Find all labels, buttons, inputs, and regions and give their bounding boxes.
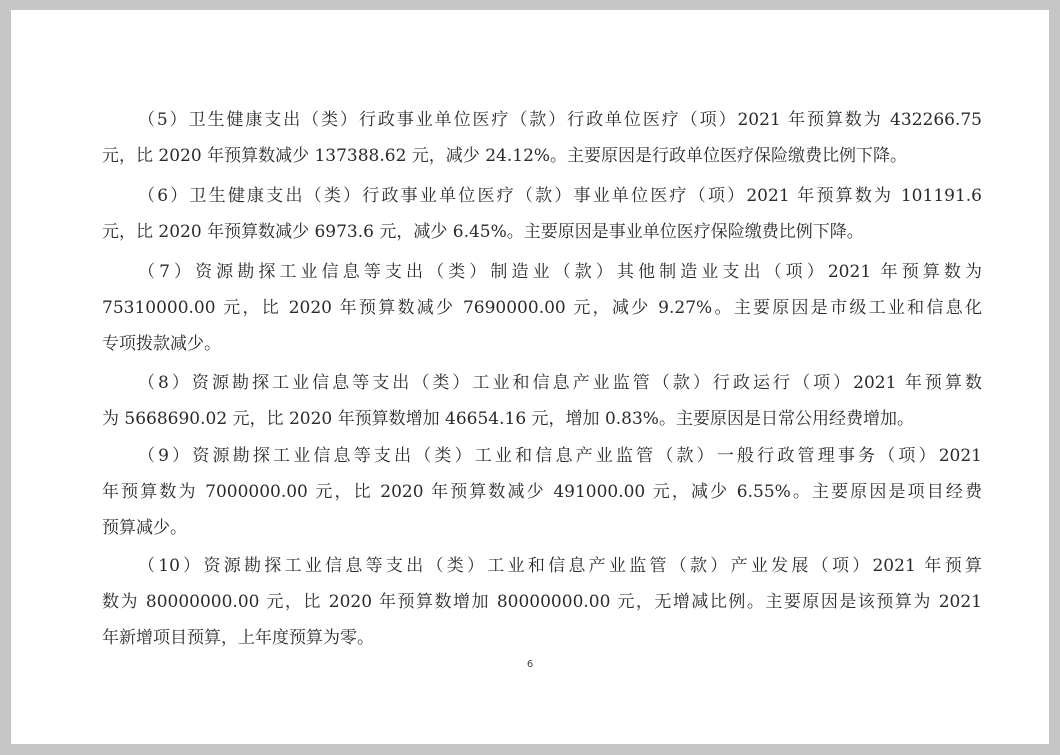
paragraph-line: （6）卫生健康支出（类）行政事业单位医疗（款）事业单位医疗（项）2021 年预算数为 101191.6 [138, 186, 982, 206]
paragraph-line: 元，比 2020 年预算数减少 6973.6 元，减少 6.45%。主要原因是事业单位医疗保险缴费比例下降。 [102, 222, 864, 242]
paragraph-line: （8）资源勘探工业信息等支出（类）工业和信息产业监管（款）行政运行（项）2021 年预算数 [138, 373, 982, 393]
paragraph-line: 预算减少。 [102, 518, 187, 538]
paragraph-6 [102, 178, 982, 250]
paragraph-line: （7）资源勘探工业信息等支出（类）制造业（款）其他制造业支出（项）2021 年预算数为 [138, 262, 982, 282]
paragraph-10 [102, 548, 982, 656]
paragraph-9 [102, 438, 982, 546]
paragraph-line: 为 5668690.02 元，比 2020 年预算数增加 46654.16 元，增加 0.83%。主要原因是日常公用经费增加。 [102, 409, 914, 429]
paragraph-5 [102, 102, 982, 174]
paragraph-line: 年新增项目预算，上年度预算为零。 [102, 628, 374, 648]
paragraph-line: 元，比 2020 年预算数减少 137388.62 元，减少 24.12%。主要原因是行政单位医疗保险缴费比例下降。 [102, 146, 908, 166]
paragraph-line: 75310000.00 元，比 2020 年预算数减少 7690000.00 元，减少 9.27%。主要原因是市级工业和信息化 [102, 298, 982, 318]
paragraph-7 [102, 254, 982, 362]
paragraph-line: 专项拨款减少。 [102, 334, 221, 354]
page-number: 6 [526, 659, 534, 670]
document-page [11, 10, 1049, 744]
paragraph-line: 数为 80000000.00 元，比 2020 年预算数增加 80000000.00 元，无增减比例。主要原因是该预算为 2021 [102, 592, 982, 612]
paragraph-line: （9）资源勘探工业信息等支出（类）工业和信息产业监管（款）一般行政管理事务（项）2021 [138, 446, 982, 466]
paragraph-line: 年预算数为 7000000.00 元，比 2020 年预算数减少 491000.00 元，减少 6.55%。主要原因是项目经费 [102, 482, 982, 502]
paragraph-line: （10）资源勘探工业信息等支出（类）工业和信息产业监管（款）产业发展（项）2021 年预算 [138, 556, 982, 576]
paragraph-8 [102, 365, 982, 437]
paragraph-line: （5）卫生健康支出（类）行政事业单位医疗（款）行政单位医疗（项）2021 年预算数为 432266.75 [138, 110, 982, 130]
